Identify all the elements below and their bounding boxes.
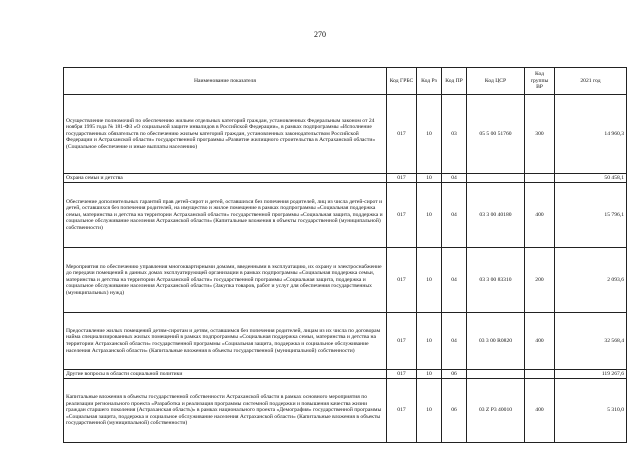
row-sum: 50 458,1 (555, 174, 627, 183)
header-csr: Код ЦСР (467, 68, 525, 95)
budget-table (63, 67, 627, 443)
row-pr: 04 (442, 313, 467, 370)
row-csr: 03 Z P3 40010 (467, 379, 525, 443)
row-vr: 400 (525, 379, 555, 443)
row-grbs: 017 (387, 174, 417, 183)
table-row (64, 248, 627, 313)
row-name: Предоставление жилых помещений детям-сиротам и детям, оставшимся без попечения родителей, лицам из их числа по договорам найма специализированных жилых помещений в рамках подпрограммы «Социальная поддержка семьи, материнства и детства на территории Астраханской области» государственной программы «Социальная защита, поддержка и социальное обслуживание населения Астраханской области» (Капитальные вложения в объекты государственной (муниципальной) собственности) (64, 313, 387, 370)
row-name: Охрана семьи и детства (64, 174, 387, 183)
table-row (64, 183, 627, 248)
row-grbs: 017 (387, 95, 417, 174)
header-grbs: Код ГРБС (387, 68, 417, 95)
header-name: Наименование показателя (64, 68, 387, 95)
row-vr (525, 370, 555, 379)
row-vr: 300 (525, 95, 555, 174)
header-pr: Код ПР (442, 68, 467, 95)
row-name: Мероприятия по обеспечению управления многоквартирными домами, введенными в эксплуатацию, их охрану и электроснабжение до передачи помещений в данных домах эксплуатирующей организации в рамках подпрограммы «Социальная поддержка семьи, материнства и детства на территории Астраханской области» государственной программы «Социальная защита, поддержка и социальное обслуживание населения Астраханской области» (Закупка товаров, работ и услуг для обеспечения государственных (муниципальных) нужд) (64, 248, 387, 313)
page-number: 270 (314, 30, 326, 39)
row-rz: 10 (417, 174, 442, 183)
row-sum: 15 796,1 (555, 183, 627, 248)
row-grbs: 017 (387, 379, 417, 443)
row-name: Обеспечение дополнительных гарантий прав детей-сирот и детей, оставшихся без попечения родителей, лиц из числа детей-сирот и детей, оставшихся без попечения родителей, на имущество и жилое помещение в рамках подпрограммы «Социальная поддержка семьи, материнства и детства на территории Астраханской области» государственной программы «Социальная защита, поддержка и социальное обслуживание населения Астраханской области» (Капитальные вложения в объекты государственной (муниципальной) собственности) (64, 183, 387, 248)
row-rz: 10 (417, 248, 442, 313)
row-vr: 400 (525, 313, 555, 370)
row-pr: 03 (442, 95, 467, 174)
row-pr: 04 (442, 183, 467, 248)
row-vr: 400 (525, 183, 555, 248)
row-sum: 14 960,3 (555, 95, 627, 174)
table-row (64, 95, 627, 174)
table-row (64, 313, 627, 370)
row-sum: 2 093,6 (555, 248, 627, 313)
table-row (64, 370, 627, 379)
table-header-row (64, 68, 627, 95)
row-grbs: 017 (387, 313, 417, 370)
header-year: 2021 год (555, 68, 627, 95)
row-sum: 5 310,0 (555, 379, 627, 443)
row-pr: 06 (442, 379, 467, 443)
table-row (64, 174, 627, 183)
row-name: Капитальные вложения в объекты государственной собственности Астраханской области в рамках основного мероприятия по реализации регионального проекта «Разработка и реализация программы системной поддержки и повышения качества жизни граждан старшего поколения (Астраханская область)» в рамках национального проекта «Демография» государственной программы «Социальная защита, поддержка и социальное обслуживание населения Астраханской области» (Капитальные вложения в объекты государственной (муниципальной) собственности) (64, 379, 387, 443)
header-vr: Код группы ВР (525, 68, 555, 95)
row-grbs: 017 (387, 370, 417, 379)
header-rz: Код Рз (417, 68, 442, 95)
row-vr (525, 174, 555, 183)
row-csr (467, 174, 525, 183)
row-csr: 03 3 00 83310 (467, 248, 525, 313)
row-pr: 04 (442, 174, 467, 183)
row-rz: 10 (417, 313, 442, 370)
row-sum: 32 568,4 (555, 313, 627, 370)
row-name: Осуществление полномочий по обеспечению жильем отдельных категорий граждан, установленных Федеральным законом от 24 ноября 1995 года № 181-ФЗ «О социальной защите инвалидов в Российской Федерации», в рамках подпрограммы «Исполнение государственных обязательств по обеспечению жильем категорий граждан, установленных законодательством Российской Федерации и Астраханской области» государственной программы «Развитие жилищного строительства в Астраханской области» (Социальное обеспечение и иные выплаты населению) (64, 95, 387, 174)
row-rz: 10 (417, 379, 442, 443)
row-vr: 200 (525, 248, 555, 313)
row-sum: 119 267,6 (555, 370, 627, 379)
row-grbs: 017 (387, 248, 417, 313)
row-csr: 05 5 00 51760 (467, 95, 525, 174)
row-csr (467, 370, 525, 379)
row-rz: 10 (417, 95, 442, 174)
row-name: Другие вопросы в области социальной политики (64, 370, 387, 379)
table-row (64, 379, 627, 443)
row-rz: 10 (417, 183, 442, 248)
row-rz: 10 (417, 370, 442, 379)
row-grbs: 017 (387, 183, 417, 248)
row-pr: 04 (442, 248, 467, 313)
row-pr: 06 (442, 370, 467, 379)
row-csr: 03 3 00 R0820 (467, 313, 525, 370)
row-csr: 03 3 00 40180 (467, 183, 525, 248)
